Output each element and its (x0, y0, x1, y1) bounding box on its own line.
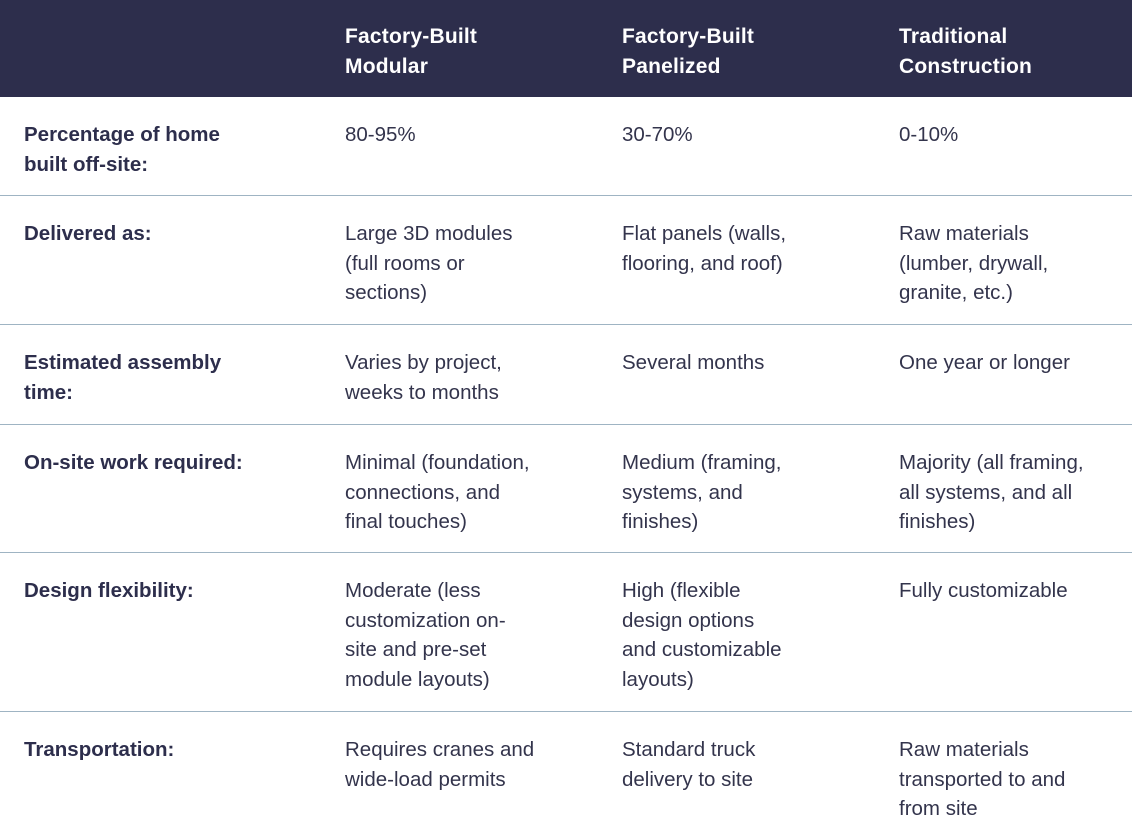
header-traditional: Traditional Construction (899, 25, 1033, 78)
table-row (0, 97, 1132, 196)
cell-modular: 80-95% (345, 123, 416, 146)
cell-traditional: Majority (all framing, all systems, and all finishes) (899, 451, 1084, 534)
row-label: Percentage of home built off-site: (24, 123, 220, 176)
row-label: Transportation: (24, 738, 175, 761)
cell-traditional: Raw materials transported to and from site (899, 738, 1066, 821)
table-row (0, 712, 1132, 830)
header-empty-cell (0, 0, 321, 97)
cell-modular: Minimal (foundation, connections, and final touches) (345, 451, 530, 534)
table-row (0, 325, 1132, 425)
cell-modular: Requires cranes and wide-load permits (345, 738, 535, 791)
cell-modular: Moderate (less customization on- site and pre-set module layouts) (345, 579, 506, 692)
cell-panelized: High (flexible design options and customizable layouts) (622, 579, 782, 692)
cell-panelized: Several months (622, 351, 765, 374)
cell-panelized: Flat panels (walls, flooring, and roof) (622, 222, 787, 275)
row-label: On-site work required: (24, 451, 243, 474)
cell-modular: Large 3D modules (full rooms or sections) (345, 222, 513, 305)
cell-traditional: Fully customizable (899, 579, 1068, 602)
table-header-row (0, 0, 1132, 97)
header-modular: Factory-Built Modular (345, 25, 478, 78)
cell-modular: Varies by project, weeks to months (345, 351, 502, 404)
row-label: Design flexibility: (24, 579, 194, 602)
cell-panelized: Medium (framing, systems, and finishes) (622, 451, 782, 534)
header-panelized: Factory-Built Panelized (622, 25, 755, 78)
cell-traditional: Raw materials (lumber, drywall, granite, etc.) (899, 222, 1049, 305)
row-label: Delivered as: (24, 222, 152, 245)
cell-traditional: 0-10% (899, 123, 959, 146)
cell-panelized: Standard truck delivery to site (622, 738, 756, 791)
table-row (0, 553, 1132, 712)
cell-panelized: 30-70% (622, 123, 693, 146)
table-row (0, 425, 1132, 553)
table-row (0, 196, 1132, 325)
cell-traditional: One year or longer (899, 351, 1070, 374)
row-label: Estimated assembly time: (24, 351, 222, 404)
